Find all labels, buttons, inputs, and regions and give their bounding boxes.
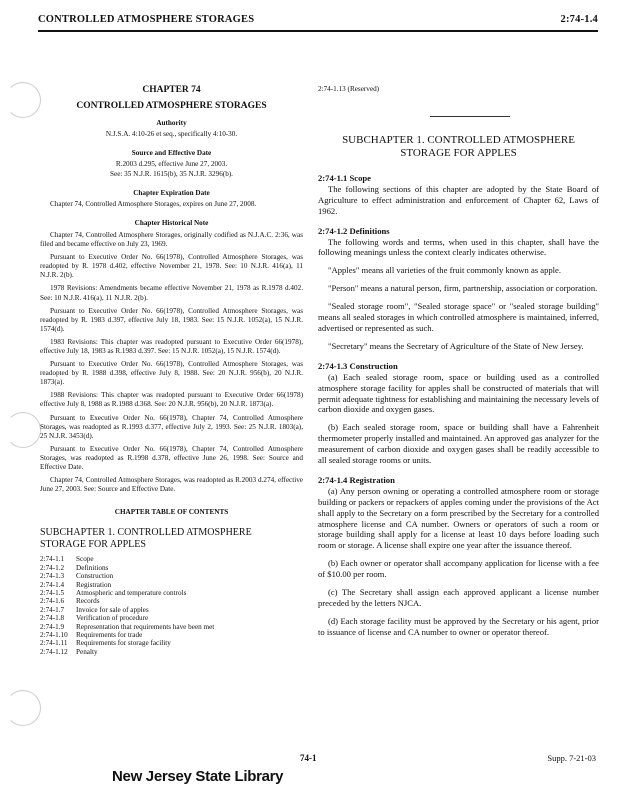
section-text: The following words and terms, when used in this chapter, shall have the following meanings unless the context clearly indicates otherwise. [318, 236, 599, 258]
toc-number: 2:74-1.3 [40, 572, 65, 581]
chapter-number: CHAPTER 74 [142, 85, 201, 95]
toc-title: Registration [76, 580, 112, 589]
historical-note: Pursuant to Executive Order No. 66(1978), Controlled Atmosphere Storages, was readopted by R. 1983 d.397, effective July 18, 1983. See: 15 N.J.R. 1052(a), 15 N.J.R. 1574(d). [40, 306, 303, 333]
section-text: (a) Any person owning or operating a controlled atmosphere room or storage building or packers or repackers of apples coming under the provisions of the Act shall apply to the Secretary on a form prescribed by the Secretary for a controlled atmosphere license and CA number. Owners or operators of such a room or storage building shall apply for a license at least 10 days before loading such room or storage. A license shall expire one year after the issuance thereof. [318, 485, 599, 551]
toc-item[interactable] [40, 648, 303, 656]
toc-item[interactable] [40, 614, 303, 622]
section-text: (d) Each storage facility must be approved by the Secretary or his agent, prior to issuance of license and CA number to owner or operator thereof. [318, 615, 599, 637]
subchapter-title: SUBCHAPTER 1. CONTROLLED ATMOSPHERE STORAGE FOR APPLES [342, 134, 575, 159]
section-heading: 2:74-1.1 Scope [318, 173, 371, 183]
running-header-code: 2:74-1.4 [560, 14, 598, 25]
authority-text: N.J.S.A. 4:10-26 et seq., specifically 4:10-30. [105, 130, 238, 139]
toc-item[interactable] [40, 572, 303, 580]
historical-note: 1978 Revisions: Amendments became effective November 21, 1978 as R.1978 d.402. See: 10 N.J.R. 416(a), 11 N.J.R. 2(b). [40, 284, 303, 302]
toc-item[interactable] [40, 555, 303, 563]
toc-number: 2:74-1.4 [40, 580, 65, 589]
toc-item[interactable] [40, 623, 303, 631]
source-heading: Source and Effective Date [131, 149, 212, 158]
punch-hole-icon [5, 412, 41, 448]
source-line: R.2003 d.295, effective June 27, 2003. [115, 160, 228, 169]
historical-notes [40, 231, 303, 494]
historical-note: Pursuant to Executive Order No. 66(1978), Controlled Atmosphere Storages, was readopted by R. 1978 d.402, effective November 21, 1978. See: 10 N.J.R. 416(a), 11 N.J.R. 2(b). [40, 253, 303, 280]
right-column [318, 84, 599, 95]
definition: "Sealed storage room", "Sealed storage space" or "sealed storage building" means all sealed storages in which controlled atmosphere is maintained, inferred, advertised or represented as such. [318, 301, 599, 333]
historical-note: Pursuant to Executive Order No. 66(1978), Chapter 74, Controlled Atmosphere Storages, was readopted as R.1998 d.378, effective June 26, 1998. See: Source and Effective Date. [40, 444, 303, 471]
toc-number: 2:74-1.2 [40, 563, 65, 572]
historical-note: 1983 Revisions: This chapter was readopted pursuant to Executive Order 66(1978), effective July 18, 1983 as R.1983 d.397. See: 15 N.J.R. 1052(a), 15 N.J.R. 1574(d). [40, 337, 303, 355]
toc-item[interactable] [40, 606, 303, 614]
expiration-text: Chapter 74, Controlled Atmosphere Storages, expires on June 27, 2008. [50, 199, 257, 208]
historical-note: Chapter 74, Controlled Atmosphere Storages, was readopted as R.2003 d.274, effective June 27, 2003. See: Source and Effective Date. [40, 476, 303, 494]
toc-number: 2:74-1.1 [40, 555, 65, 564]
historical-note: Pursuant to Executive Order No. 66(1978), Controlled Atmosphere Storages, was readopted by R. 1988 d.398, effective July 8, 1988. See: 20 N.J.R. 956(b), 20 N.J.R. 1873(a). [40, 360, 303, 387]
toc-title: Construction [76, 572, 114, 581]
left-column [40, 86, 303, 656]
library-stamp: New Jersey State Library [112, 768, 284, 785]
toc-item[interactable] [40, 564, 303, 572]
definition: "Person" means a natural person, firm, partnership, association or corporation. [328, 283, 598, 294]
toc-title: Invoice for sale of apples [76, 605, 149, 614]
section-text: (a) Each sealed storage room, space or building used as a controlled atmosphere storage facility for apples shall be constructed of materials that will permit adequate tightness for establishing and maintaining the necessary levels of carbon dioxide and oxygen gases. [318, 371, 599, 415]
toc-list [40, 555, 303, 656]
toc-item[interactable] [40, 631, 303, 639]
toc-title: Verification of procedure [76, 614, 149, 623]
section-text: The following sections of this chapter are adopted by the State Board of Agriculture to effect administration and enforcement of Chapter 62, Laws of 1962. [318, 183, 599, 216]
definition: "Secretary" means the Secretary of Agriculture of the State of New Jersey. [328, 340, 584, 351]
toc-item[interactable] [40, 589, 303, 597]
supplement-date: Supp. 7-21-03 [547, 753, 596, 763]
reserved-section: 2:74-1.13 (Reserved) [318, 85, 380, 93]
right-column-body [318, 134, 599, 638]
header-rule [38, 30, 598, 32]
toc-title: Requirements for trade [76, 631, 143, 640]
toc-number: 2:74-1.12 [40, 647, 68, 656]
chapter-title: CONTROLLED ATMOSPHERE STORAGES [76, 101, 267, 112]
historical-note: Chapter 74, Controlled Atmosphere Storages, originally codified as N.J.A.C. 2:36, was filed and became effective on July 23, 1969. [40, 230, 303, 249]
toc-number: 2:74-1.7 [40, 605, 65, 614]
toc-title: Atmospheric and temperature controls [76, 589, 187, 597]
page-number: 74-1 [300, 753, 317, 763]
definition: "Apples" means all varieties of the fruit commonly known as apple. [328, 265, 562, 276]
toc-item[interactable] [40, 597, 303, 605]
section-heading: 2:74-1.3 Construction [318, 360, 398, 371]
historical-note-heading: Chapter Historical Note [134, 218, 209, 227]
toc-title: Requirements for storage facility [76, 639, 171, 648]
section-text: (b) Each owner or operator shall accompany application for license with a fee of $10.00 per room. [318, 558, 599, 580]
expiration-heading: Chapter Expiration Date [133, 188, 210, 197]
section-text: (c) The Secretary shall assign each approved applicant a license number preceded by the letters NJCA. [318, 587, 599, 608]
punch-hole-icon [5, 82, 41, 118]
toc-title: Definitions [76, 563, 109, 572]
toc-number: 2:74-1.5 [40, 589, 65, 597]
toc-number: 2:74-1.11 [40, 639, 68, 648]
section-heading: 2:74-1.2 Definitions [318, 225, 390, 236]
punch-hole-icon [5, 690, 41, 726]
historical-note: Pursuant to Executive Order No. 66(1978), Chapter 74, Controlled Atmosphere Storages, was readopted as R.1993 d.377, effective July 2, 1993. See: 25 N.J.R. 1803(a), 25 N.J.R. 3453(d). [40, 413, 303, 440]
toc-item[interactable] [40, 639, 303, 647]
toc-number: 2:74-1.10 [40, 631, 68, 640]
section-heading: 2:74-1.4 Registration [318, 474, 395, 485]
section-text: (b) Each sealed storage room, space or building shall have a Fahrenheit thermometer properly installed and maintained. An approved gas analyzer for the measurement of carbon dioxide and oxygen gases shall be readily accessible to all sealed storage rooms or units. [318, 422, 599, 466]
toc-number: 2:74-1.6 [40, 597, 65, 606]
running-header-title: CONTROLLED ATMOSPHERE STORAGES [38, 14, 255, 25]
toc-heading: CHAPTER TABLE OF CONTENTS [114, 508, 229, 517]
toc-title: Penalty [76, 647, 98, 656]
section-divider [430, 116, 510, 117]
toc-title: Records [76, 597, 100, 606]
source-line: See: 35 N.J.R. 1615(b), 35 N.J.R. 3296(b). [110, 169, 233, 178]
historical-note: 1988 Revisions: This chapter was readopted pursuant to Executive Order 66(1978) effective July 8, 1988 as R.1988 d.368. See: 20 N.J.R. 956(b), 20 N.J.R. 1873(a). [40, 391, 303, 409]
toc-number: 2:74-1.9 [40, 622, 65, 631]
toc-item[interactable] [40, 581, 303, 589]
toc-subchapter-title: SUBCHAPTER 1. CONTROLLED ATMOSPHERE STORAGE FOR APPLES [40, 527, 252, 550]
toc-title: Representation that requirements have been met [76, 622, 215, 631]
toc-title: Scope [76, 555, 94, 564]
authority-heading: Authority [156, 119, 187, 128]
toc-number: 2:74-1.8 [40, 614, 65, 623]
